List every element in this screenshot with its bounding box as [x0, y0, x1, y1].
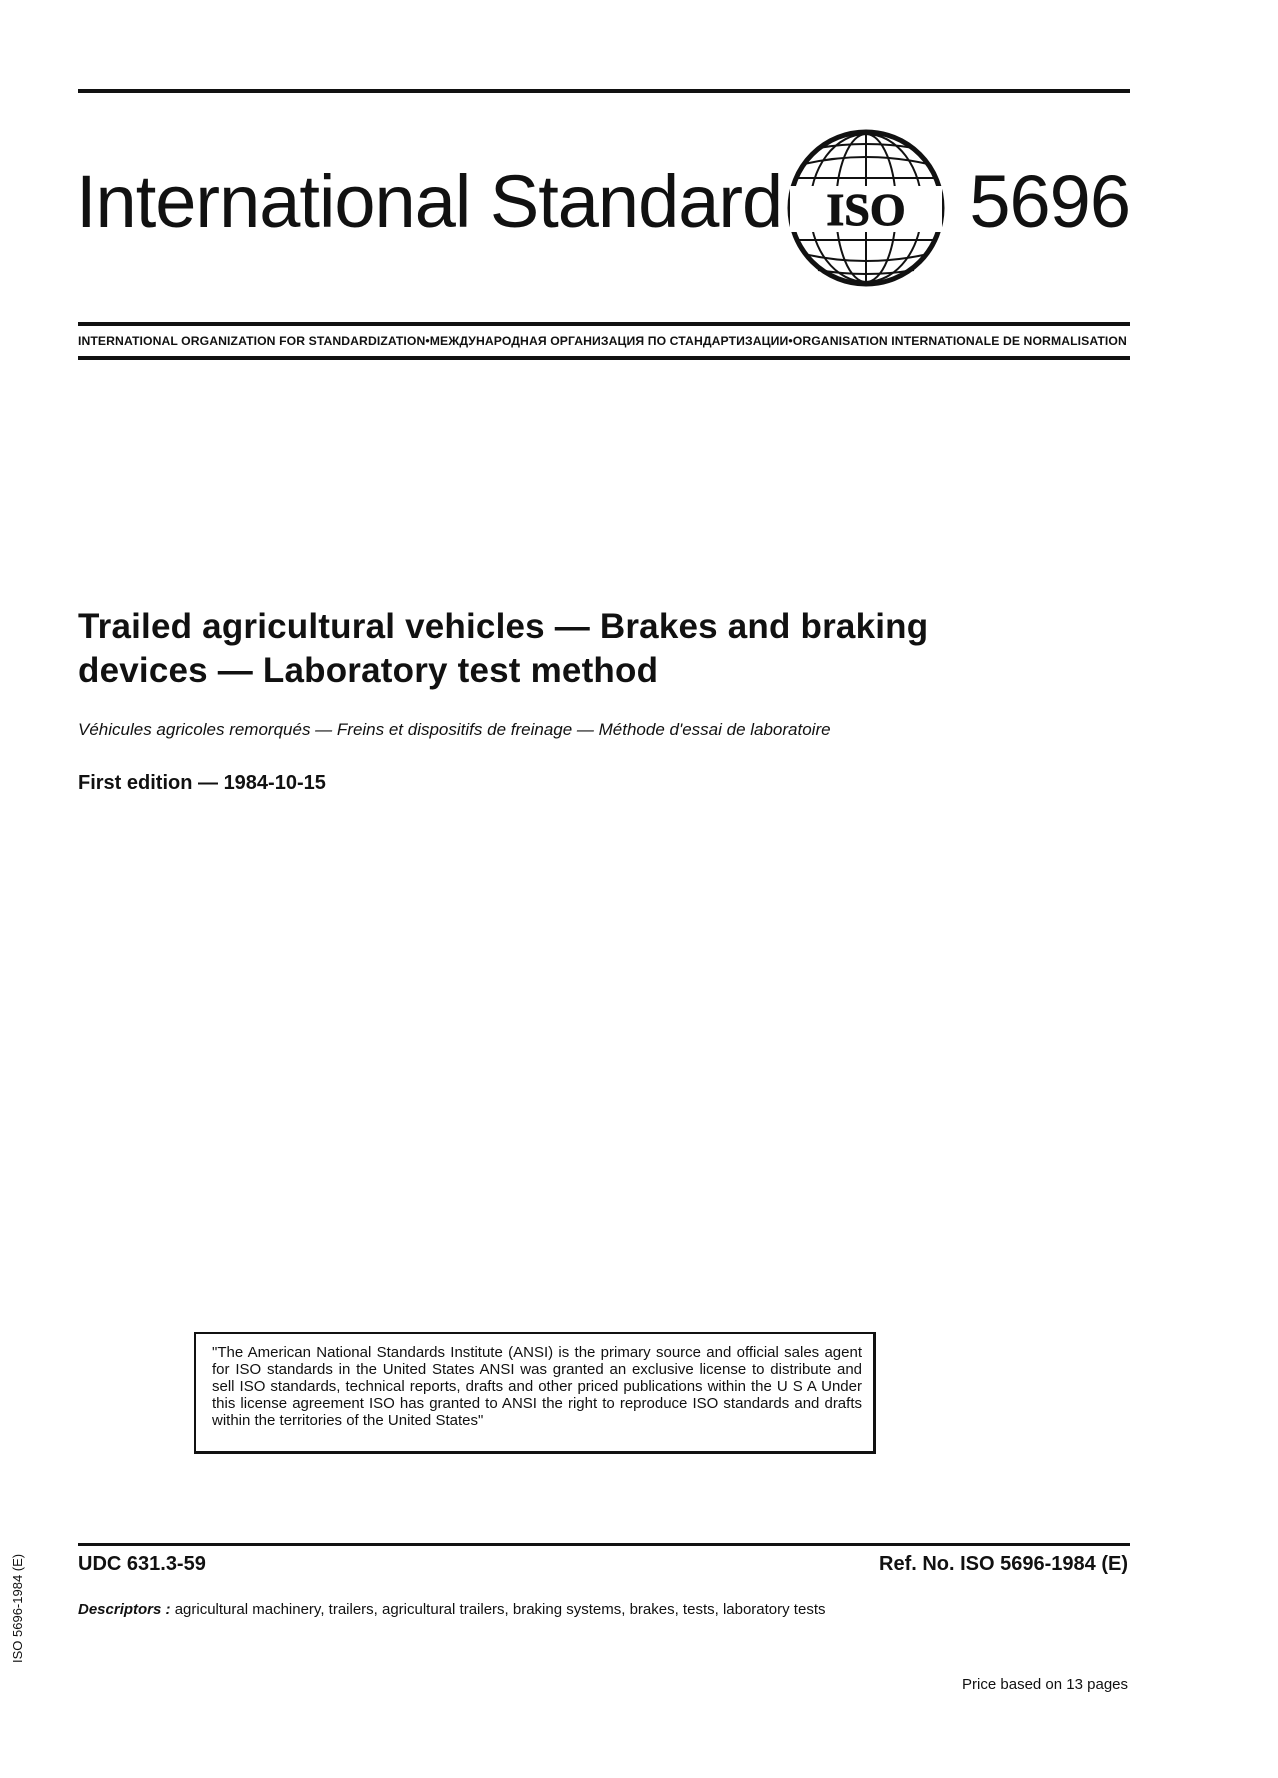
title-line-1: Trailed agricultural vehicles — Brakes and braking [78, 607, 929, 646]
org-rule-bottom [78, 356, 1130, 360]
header-title: International Standard [76, 160, 783, 243]
french-title: Véhicules agricoles remorqués — Freins et dispositifs de freinage — Méthode d'essai de laboratoire [78, 720, 831, 739]
descriptors [78, 1601, 826, 1618]
ansi-notice-text: "The American National Standards Institute (ANSI) is the primary source and official sales agent for ISO standards in the United States ANSI was granted an exclusive license to distribute and sell ISO standards, technical reports, drafts and other priced publications within the U S A Under this license agreement ISO has granted to ANSI the right to reproduce ISO standards and drafts within the territories of the United States" [212, 1344, 862, 1429]
title-line-2: devices — Laboratory test method [78, 651, 659, 690]
org-rule-top [78, 322, 1130, 326]
organization-line: INTERNATIONAL ORGANIZATION FOR STANDARDIZATION•МЕЖДУНАРОДНАЯ ОРГАНИЗАЦИЯ ПО СТАНДАРТИЗАЦИИ•ORGANISATION INTERNATIONALE DE NORMALISATION [78, 334, 1127, 348]
edition-label: First edition — [78, 772, 218, 794]
edition [78, 772, 326, 795]
standard-number: 5696 [969, 160, 1130, 243]
spine-reference: ISO 5696-1984 (E) [10, 1553, 25, 1663]
ansi-notice-box [194, 1332, 876, 1454]
udc-number: UDC 631.3-59 [78, 1553, 206, 1575]
descriptors-list: agricultural machinery, trailers, agricultural trailers, braking systems, brakes, tests, laboratory tests [174, 1601, 826, 1618]
iso-logo [786, 128, 946, 288]
reference-number: Ref. No. ISO 5696-1984 (E) [879, 1553, 1128, 1575]
iso-logo-text: ISO [826, 184, 906, 235]
footer-rule [78, 1543, 1130, 1546]
price-note: Price based on 13 pages [962, 1676, 1128, 1693]
document-title [78, 605, 1058, 693]
top-rule [78, 89, 1130, 93]
descriptors-label: Descriptors : [78, 1601, 171, 1618]
edition-date: 1984-10-15 [223, 772, 326, 794]
